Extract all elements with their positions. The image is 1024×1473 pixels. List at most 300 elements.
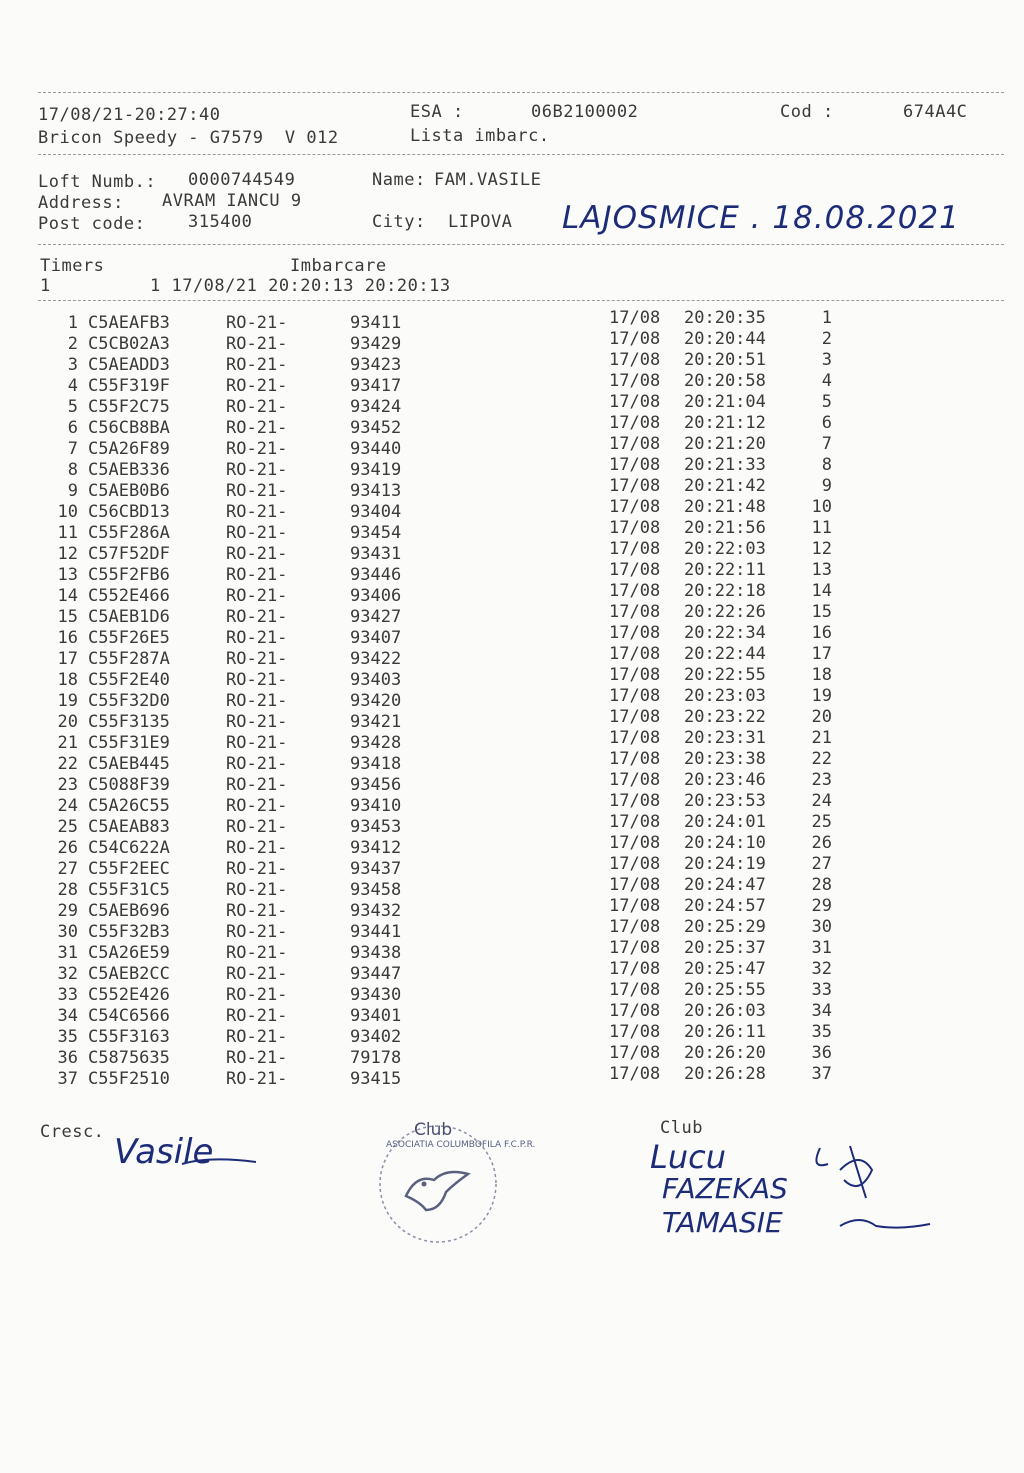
arrival-time: 20:23:31 xyxy=(684,728,766,748)
arrival-time: 20:24:10 xyxy=(684,833,766,853)
arrival-time: 20:20:44 xyxy=(684,329,766,349)
bird-ring-prefix: RO-21- xyxy=(226,754,288,774)
bird-index: 16 xyxy=(57,628,78,648)
bird-ring-number: 93415 xyxy=(350,1069,402,1089)
bird-index: 26 xyxy=(57,838,78,858)
bird-ring-number: 93401 xyxy=(350,1006,402,1026)
arrival-position: 6 xyxy=(821,413,832,433)
arrival-date: 17/08 xyxy=(609,371,661,391)
bird-ring-prefix: RO-21- xyxy=(226,1069,288,1089)
bird-ring-number: 93456 xyxy=(350,775,402,795)
cod-value: 674A4C xyxy=(903,102,968,122)
bird-chip-id: C55F32B3 xyxy=(88,922,170,942)
bird-chip-id: C55F2EEC xyxy=(88,859,170,879)
arrival-date: 17/08 xyxy=(609,329,661,349)
arrival-time: 20:26:28 xyxy=(684,1064,766,1084)
bird-ring-number: 93407 xyxy=(350,628,402,648)
bird-row xyxy=(0,896,1024,922)
bird-ring-number: 93458 xyxy=(350,880,402,900)
bird-ring-number: 93441 xyxy=(350,922,402,942)
bird-index: 21 xyxy=(57,733,78,753)
bird-ring-prefix: RO-21- xyxy=(226,439,288,459)
arrival-time: 20:23:38 xyxy=(684,749,766,769)
bird-index: 15 xyxy=(57,607,78,627)
bird-ring-number: 93422 xyxy=(350,649,402,669)
bird-chip-id: C55F31C5 xyxy=(88,880,170,900)
arrival-date: 17/08 xyxy=(609,455,661,475)
cresc-label: Cresc. xyxy=(40,1122,105,1142)
arrival-position: 19 xyxy=(811,686,832,706)
bird-index: 33 xyxy=(57,985,78,1005)
bird-ring-number: 93411 xyxy=(350,313,402,333)
arrival-time: 20:22:26 xyxy=(684,602,766,622)
bird-ring-number: 93427 xyxy=(350,607,402,627)
arrival-time: 20:24:57 xyxy=(684,896,766,916)
bird-ring-prefix: RO-21- xyxy=(226,1006,288,1026)
bird-ring-prefix: RO-21- xyxy=(226,733,288,753)
bird-index: 1 xyxy=(67,313,78,333)
bird-index: 5 xyxy=(67,397,78,417)
arrival-date: 17/08 xyxy=(609,413,661,433)
club-signature-1: Lucu xyxy=(650,1138,726,1176)
bird-row xyxy=(0,938,1024,964)
bird-ring-number: 93417 xyxy=(350,376,402,396)
bird-ring-number: 93430 xyxy=(350,985,402,1005)
bird-ring-number: 93406 xyxy=(350,586,402,606)
bird-index: 20 xyxy=(57,712,78,732)
handwritten-race-note: LAJOSMICE . 18.08.2021 xyxy=(562,200,960,236)
bird-row xyxy=(0,518,1024,544)
loft-number-label: Loft Numb.: xyxy=(38,172,157,192)
arrival-position: 25 xyxy=(811,812,832,832)
bird-row xyxy=(0,728,1024,754)
bird-index: 34 xyxy=(57,1006,78,1026)
bird-row xyxy=(0,1043,1024,1069)
arrival-time: 20:21:12 xyxy=(684,413,766,433)
bird-index: 9 xyxy=(67,481,78,501)
arrival-time: 20:22:03 xyxy=(684,539,766,559)
timers-label: Timers xyxy=(40,256,105,276)
bird-row xyxy=(0,581,1024,607)
arrival-date: 17/08 xyxy=(609,434,661,454)
bird-ring-number: 93419 xyxy=(350,460,402,480)
bird-chip-id: C55F2FB6 xyxy=(88,565,170,585)
name-label: Name: xyxy=(372,170,426,190)
bird-ring-prefix: RO-21- xyxy=(226,334,288,354)
arrival-time: 20:22:44 xyxy=(684,644,766,664)
arrival-position: 10 xyxy=(811,497,832,517)
bird-ring-number: 93453 xyxy=(350,817,402,837)
bird-chip-id: C5AEADD3 xyxy=(88,355,170,375)
club-signature-3: TAMASIE xyxy=(662,1206,783,1239)
arrival-time: 20:22:55 xyxy=(684,665,766,685)
bird-ring-prefix: RO-21- xyxy=(226,922,288,942)
bird-chip-id: C55F3135 xyxy=(88,712,170,732)
bird-ring-prefix: RO-21- xyxy=(226,691,288,711)
arrival-time: 20:23:46 xyxy=(684,770,766,790)
bird-index: 30 xyxy=(57,922,78,942)
arrival-position: 34 xyxy=(811,1001,832,1021)
bird-ring-prefix: RO-21- xyxy=(226,712,288,732)
bird-row xyxy=(0,917,1024,943)
bird-row xyxy=(0,833,1024,859)
arrival-position: 9 xyxy=(821,476,832,496)
arrival-time: 20:25:37 xyxy=(684,938,766,958)
bird-chip-id: C5875635 xyxy=(88,1048,170,1068)
club-signature-2: FAZEKAS xyxy=(662,1172,788,1205)
arrival-time: 20:23:03 xyxy=(684,686,766,706)
arrival-position: 8 xyxy=(821,455,832,475)
arrival-time: 20:20:51 xyxy=(684,350,766,370)
bird-chip-id: C5AEB2CC xyxy=(88,964,170,984)
esa-value: 06B2100002 xyxy=(531,102,639,122)
club-seal-text: ASOCIATIA COLUMBOFILA F.C.P.R. xyxy=(386,1140,536,1150)
bird-index: 2 xyxy=(67,334,78,354)
bird-chip-id: C5AEB445 xyxy=(88,754,170,774)
arrival-position: 3 xyxy=(821,350,832,370)
arrival-position: 18 xyxy=(811,665,832,685)
print-datetime: 17/08/21-20:27:40 xyxy=(38,105,221,125)
bird-row xyxy=(0,707,1024,733)
bird-row xyxy=(0,392,1024,418)
bird-ring-number: 93447 xyxy=(350,964,402,984)
bird-ring-prefix: RO-21- xyxy=(226,670,288,690)
bird-ring-prefix: RO-21- xyxy=(226,460,288,480)
bird-chip-id: C5A26E59 xyxy=(88,943,170,963)
bird-ring-prefix: RO-21- xyxy=(226,376,288,396)
bird-ring-prefix: RO-21- xyxy=(226,523,288,543)
arrival-position: 20 xyxy=(811,707,832,727)
arrival-position: 33 xyxy=(811,980,832,1000)
bird-ring-prefix: RO-21- xyxy=(226,565,288,585)
bird-ring-prefix: RO-21- xyxy=(226,775,288,795)
bird-chip-id: C55F286A xyxy=(88,523,170,543)
list-title: Lista imbarc. xyxy=(410,126,550,146)
arrival-position: 29 xyxy=(811,896,832,916)
arrival-date: 17/08 xyxy=(609,875,661,895)
arrival-date: 17/08 xyxy=(609,581,661,601)
bird-ring-number: 93410 xyxy=(350,796,402,816)
bird-row xyxy=(0,665,1024,691)
bird-row xyxy=(0,539,1024,565)
arrival-position: 32 xyxy=(811,959,832,979)
bird-ring-prefix: RO-21- xyxy=(226,649,288,669)
bird-index: 32 xyxy=(57,964,78,984)
arrival-date: 17/08 xyxy=(609,686,661,706)
name-value: FAM.VASILE xyxy=(434,170,542,190)
bird-row xyxy=(0,455,1024,481)
arrival-date: 17/08 xyxy=(609,644,661,664)
bird-row xyxy=(0,350,1024,376)
bird-chip-id: C552E426 xyxy=(88,985,170,1005)
arrival-date: 17/08 xyxy=(609,833,661,853)
bird-index: 4 xyxy=(67,376,78,396)
bird-row xyxy=(0,1022,1024,1048)
arrival-date: 17/08 xyxy=(609,1064,661,1084)
bird-index: 14 xyxy=(57,586,78,606)
arrival-date: 17/08 xyxy=(609,623,661,643)
arrival-time: 20:24:47 xyxy=(684,875,766,895)
city-label: City: xyxy=(372,212,426,232)
bird-row xyxy=(0,770,1024,796)
bird-index: 25 xyxy=(57,817,78,837)
esa-label: ESA : xyxy=(410,102,464,122)
arrival-time: 20:24:01 xyxy=(684,812,766,832)
bird-ring-prefix: RO-21- xyxy=(226,796,288,816)
bird-ring-number: 93438 xyxy=(350,943,402,963)
bird-ring-number: 93429 xyxy=(350,334,402,354)
arrival-time: 20:21:33 xyxy=(684,455,766,475)
arrival-position: 36 xyxy=(811,1043,832,1063)
arrival-time: 20:20:58 xyxy=(684,371,766,391)
bird-index: 19 xyxy=(57,691,78,711)
arrival-time: 20:20:35 xyxy=(684,308,766,328)
address-value: AVRAM IANCU 9 xyxy=(162,191,302,211)
bird-ring-number: 93421 xyxy=(350,712,402,732)
bird-index: 24 xyxy=(57,796,78,816)
arrival-position: 15 xyxy=(811,602,832,622)
arrival-time: 20:25:47 xyxy=(684,959,766,979)
club-seal-label: Club xyxy=(414,1120,453,1140)
arrival-date: 17/08 xyxy=(609,791,661,811)
arrival-date: 17/08 xyxy=(609,812,661,832)
club-label: Club xyxy=(660,1118,703,1138)
bird-ring-prefix: RO-21- xyxy=(226,502,288,522)
bird-chip-id: C5AEB696 xyxy=(88,901,170,921)
arrival-position: 12 xyxy=(811,539,832,559)
arrival-position: 28 xyxy=(811,875,832,895)
arrival-time: 20:26:11 xyxy=(684,1022,766,1042)
arrival-position: 30 xyxy=(811,917,832,937)
bird-index: 35 xyxy=(57,1027,78,1047)
arrival-date: 17/08 xyxy=(609,1022,661,1042)
bird-ring-prefix: RO-21- xyxy=(226,313,288,333)
bird-index: 3 xyxy=(67,355,78,375)
bird-ring-prefix: RO-21- xyxy=(226,586,288,606)
bird-ring-number: 93412 xyxy=(350,838,402,858)
arrival-date: 17/08 xyxy=(609,560,661,580)
breeder-signature: Vasile xyxy=(114,1132,214,1172)
arrival-date: 17/08 xyxy=(609,728,661,748)
bird-ring-number: 93420 xyxy=(350,691,402,711)
arrival-position: 21 xyxy=(811,728,832,748)
bird-row xyxy=(0,959,1024,985)
signature-stroke xyxy=(180,1152,260,1172)
post-code-value: 315400 xyxy=(188,212,253,232)
bird-row xyxy=(0,791,1024,817)
arrival-date: 17/08 xyxy=(609,959,661,979)
bird-index: 6 xyxy=(67,418,78,438)
bird-chip-id: C55F287A xyxy=(88,649,170,669)
bird-index: 27 xyxy=(57,859,78,879)
bird-row xyxy=(0,497,1024,523)
bird-index: 23 xyxy=(57,775,78,795)
bird-ring-number: 93428 xyxy=(350,733,402,753)
bird-index: 22 xyxy=(57,754,78,774)
bird-chip-id: C5AEB0B6 xyxy=(88,481,170,501)
arrival-date: 17/08 xyxy=(609,1001,661,1021)
arrival-date: 17/08 xyxy=(609,497,661,517)
bird-chip-id: C55F31E9 xyxy=(88,733,170,753)
bird-ring-number: 93431 xyxy=(350,544,402,564)
arrival-position: 35 xyxy=(811,1022,832,1042)
bird-row xyxy=(0,1064,1024,1090)
bird-row xyxy=(0,980,1024,1006)
bird-row xyxy=(0,476,1024,502)
bird-ring-prefix: RO-21- xyxy=(226,1027,288,1047)
loft-number-value: 0000744549 xyxy=(188,170,296,190)
bird-ring-prefix: RO-21- xyxy=(226,838,288,858)
bird-ring-number: 93413 xyxy=(350,481,402,501)
city-value: LIPOVA xyxy=(448,212,513,232)
arrival-position: 22 xyxy=(811,749,832,769)
arrival-date: 17/08 xyxy=(609,896,661,916)
bird-ring-number: 93454 xyxy=(350,523,402,543)
arrival-time: 20:26:03 xyxy=(684,1001,766,1021)
bird-row xyxy=(0,749,1024,775)
bird-index: 29 xyxy=(57,901,78,921)
arrival-position: 1 xyxy=(821,308,832,328)
bird-chip-id: C55F26E5 xyxy=(88,628,170,648)
bird-ring-number: 93423 xyxy=(350,355,402,375)
arrival-position: 26 xyxy=(811,833,832,853)
bird-row xyxy=(0,434,1024,460)
bird-ring-prefix: RO-21- xyxy=(226,481,288,501)
bird-chip-id: C56CB8BA xyxy=(88,418,170,438)
bird-row xyxy=(0,686,1024,712)
arrival-time: 20:24:19 xyxy=(684,854,766,874)
arrival-time: 20:22:11 xyxy=(684,560,766,580)
bird-chip-id: C5A26C55 xyxy=(88,796,170,816)
arrival-date: 17/08 xyxy=(609,350,661,370)
bird-index: 11 xyxy=(57,523,78,543)
bird-chip-id: C55F2E40 xyxy=(88,670,170,690)
arrival-time: 20:21:04 xyxy=(684,392,766,412)
separator xyxy=(38,300,1004,301)
bird-chip-id: C5CB02A3 xyxy=(88,334,170,354)
arrival-date: 17/08 xyxy=(609,1043,661,1063)
bird-ring-number: 93418 xyxy=(350,754,402,774)
bird-ring-number: 93403 xyxy=(350,670,402,690)
bird-index: 12 xyxy=(57,544,78,564)
bird-ring-number: 79178 xyxy=(350,1048,402,1068)
separator xyxy=(38,154,1004,155)
bird-ring-prefix: RO-21- xyxy=(226,628,288,648)
bird-chip-id: C5AEAB83 xyxy=(88,817,170,837)
arrival-position: 37 xyxy=(811,1064,832,1084)
bird-ring-prefix: RO-21- xyxy=(226,607,288,627)
arrival-date: 17/08 xyxy=(609,707,661,727)
bird-ring-number: 93440 xyxy=(350,439,402,459)
bird-index: 37 xyxy=(57,1069,78,1089)
arrival-position: 17 xyxy=(811,644,832,664)
bird-chip-id: C5AEAFB3 xyxy=(88,313,170,333)
bird-row xyxy=(0,329,1024,355)
cod-label: Cod : xyxy=(780,102,834,122)
bird-ring-prefix: RO-21- xyxy=(226,859,288,879)
bird-index: 28 xyxy=(57,880,78,900)
bird-chip-id: C54C6566 xyxy=(88,1006,170,1026)
timer-entry: 1 17/08/21 20:20:13 20:20:13 xyxy=(150,276,451,296)
address-label: Address: xyxy=(38,193,124,213)
bird-ring-number: 93446 xyxy=(350,565,402,585)
arrival-date: 17/08 xyxy=(609,308,661,328)
arrival-date: 17/08 xyxy=(609,602,661,622)
post-code-label: Post code: xyxy=(38,214,146,234)
arrival-date: 17/08 xyxy=(609,665,661,685)
arrival-position: 24 xyxy=(811,791,832,811)
arrival-position: 16 xyxy=(811,623,832,643)
bird-row xyxy=(0,875,1024,901)
arrival-date: 17/08 xyxy=(609,518,661,538)
arrival-position: 14 xyxy=(811,581,832,601)
device-name: Bricon Speedy - G7579 V 012 xyxy=(38,128,339,148)
arrival-date: 17/08 xyxy=(609,938,661,958)
arrival-time: 20:21:42 xyxy=(684,476,766,496)
arrival-time: 20:21:56 xyxy=(684,518,766,538)
bird-ring-prefix: RO-21- xyxy=(226,943,288,963)
arrival-time: 20:23:22 xyxy=(684,707,766,727)
arrival-time: 20:25:55 xyxy=(684,980,766,1000)
bird-chip-id: C5AEB1D6 xyxy=(88,607,170,627)
bird-row xyxy=(0,644,1024,670)
separator xyxy=(38,244,1004,245)
bird-row xyxy=(0,854,1024,880)
separator xyxy=(38,92,1004,93)
arrival-time: 20:22:34 xyxy=(684,623,766,643)
bird-ring-prefix: RO-21- xyxy=(226,355,288,375)
bird-index: 10 xyxy=(57,502,78,522)
arrival-position: 13 xyxy=(811,560,832,580)
arrival-date: 17/08 xyxy=(609,749,661,769)
arrival-position: 2 xyxy=(821,329,832,349)
bird-ring-prefix: RO-21- xyxy=(226,901,288,921)
bird-index: 8 xyxy=(67,460,78,480)
bird-ring-number: 93452 xyxy=(350,418,402,438)
bird-ring-prefix: RO-21- xyxy=(226,985,288,1005)
bird-chip-id: C552E466 xyxy=(88,586,170,606)
arrival-time: 20:21:20 xyxy=(684,434,766,454)
club-signature-strokes xyxy=(780,1140,940,1240)
bird-row xyxy=(0,1001,1024,1027)
bird-ring-prefix: RO-21- xyxy=(226,544,288,564)
bird-chip-id: C5AEB336 xyxy=(88,460,170,480)
arrival-time: 20:26:20 xyxy=(684,1043,766,1063)
bird-chip-id: C57F52DF xyxy=(88,544,170,564)
arrival-time: 20:25:29 xyxy=(684,917,766,937)
bird-row xyxy=(0,413,1024,439)
bird-ring-prefix: RO-21- xyxy=(226,418,288,438)
bird-index: 7 xyxy=(67,439,78,459)
bird-row xyxy=(0,371,1024,397)
bird-row xyxy=(0,812,1024,838)
bird-chip-id: C56CBD13 xyxy=(88,502,170,522)
bird-index: 31 xyxy=(57,943,78,963)
bird-ring-number: 93404 xyxy=(350,502,402,522)
bird-index: 17 xyxy=(57,649,78,669)
imbarcare-label: Imbarcare xyxy=(290,256,387,276)
bird-row xyxy=(0,308,1024,334)
timer-index: 1 xyxy=(40,276,51,296)
bird-chip-id: C5088F39 xyxy=(88,775,170,795)
arrival-date: 17/08 xyxy=(609,392,661,412)
bird-ring-number: 93402 xyxy=(350,1027,402,1047)
arrival-time: 20:23:53 xyxy=(684,791,766,811)
arrival-date: 17/08 xyxy=(609,770,661,790)
bird-ring-prefix: RO-21- xyxy=(226,880,288,900)
bird-chip-id: C55F319F xyxy=(88,376,170,396)
arrival-position: 7 xyxy=(821,434,832,454)
